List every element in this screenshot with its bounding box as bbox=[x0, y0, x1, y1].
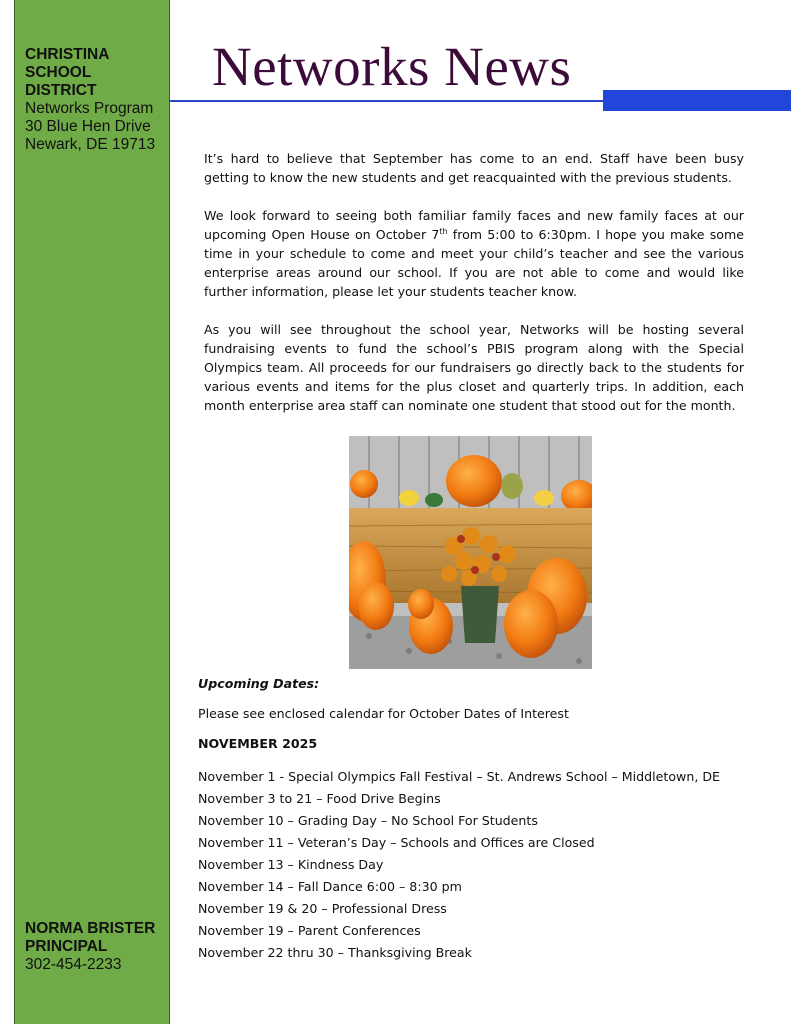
open-house-text-a: We look forward to seeing both familiar family faces and new family faces at our upcoming Open House on October 7 bbox=[204, 208, 744, 242]
principal-contact-block bbox=[25, 920, 155, 974]
list-item: November 13 – Kindness Day bbox=[198, 857, 384, 872]
address-street: 30 Blue Hen Drive bbox=[25, 118, 151, 135]
list-item: November 14 – Fall Dance 6:00 – 8:30 pm bbox=[198, 879, 462, 894]
org-name-line-1: CHRISTINA bbox=[25, 46, 110, 63]
program-name: Networks Program bbox=[25, 100, 154, 117]
list-item: November 10 – Grading Day – No School For Students bbox=[198, 813, 538, 828]
month-heading: NOVEMBER 2025 bbox=[198, 736, 318, 751]
list-item: November 22 thru 30 – Thanksgiving Break bbox=[198, 945, 472, 960]
paragraph-open-house bbox=[204, 206, 744, 301]
list-item: November 11 – Veteran’s Day – Schools and Offices are Closed bbox=[198, 835, 595, 850]
title-rule-line bbox=[169, 100, 604, 102]
see-calendar-note: Please see enclosed calendar for October Dates of Interest bbox=[198, 706, 569, 721]
upcoming-dates-heading: Upcoming Dates: bbox=[198, 676, 320, 691]
list-item: November 19 & 20 – Professional Dress bbox=[198, 901, 447, 916]
newsletter-body bbox=[204, 149, 744, 434]
school-address-block bbox=[25, 46, 155, 154]
pumpkin-photo bbox=[349, 436, 592, 669]
sidebar bbox=[14, 0, 170, 1024]
paragraph-intro: It’s hard to believe that September has come to an end. Staff have been busy getting to know the new students and get reacquainted with the previous students. bbox=[204, 151, 744, 185]
list-item: November 1 - Special Olympics Fall Festival – St. Andrews School – Middletown, DE bbox=[198, 769, 720, 784]
ordinal-suffix: th bbox=[439, 226, 448, 236]
phone-number: 302-454-2233 bbox=[25, 956, 122, 973]
open-house-text-b: from 5:00 to 6:30pm. I hope you make some time in your schedule to come and meet your child’s teacher and see the various enterprise areas around our school. If you are not able to come and would like further information, please let your students teacher know. bbox=[204, 227, 744, 299]
list-item: November 3 to 21 – Food Drive Begins bbox=[198, 791, 441, 806]
address-city: Newark, DE 19713 bbox=[25, 136, 156, 153]
principal-title: PRINCIPAL bbox=[25, 938, 108, 955]
org-name-line-2: SCHOOL bbox=[25, 64, 92, 81]
org-name-line-3: DISTRICT bbox=[25, 82, 97, 99]
title-accent-bar bbox=[603, 90, 791, 111]
paragraph-fundraising: As you will see throughout the school year, Networks will be hosting several fundraising events to fund the school’s PBIS program along with the Special Olympics team. All proceeds for our fundraisers go directly back to the students for various events and items for the plus closet and quarterly trips. In addition, each month enterprise area staff can nominate one student that stood out for the month. bbox=[204, 322, 744, 413]
principal-name: NORMA BRISTER bbox=[25, 920, 156, 937]
list-item: November 19 – Parent Conferences bbox=[198, 923, 421, 938]
dates-list bbox=[198, 766, 758, 964]
newsletter-title: Networks News bbox=[212, 36, 572, 97]
